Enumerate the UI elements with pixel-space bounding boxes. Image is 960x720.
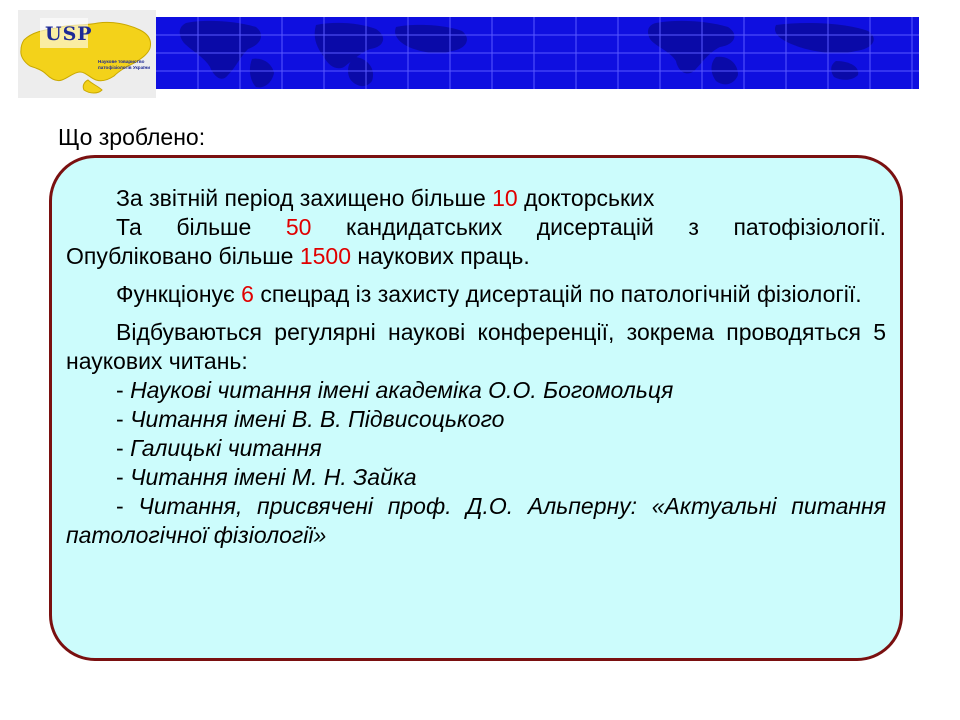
reading-title: Наукові читання імені академіка О.О. Богомольця [130,377,674,403]
line-publications [66,242,886,271]
reading-title: Читання, присвячені проф. Д.О. Альперну: «Актуальні питання патологічної фізіології» [66,493,886,548]
text: За звітній період захищено більше [116,185,493,211]
dash: - [116,377,131,403]
reading-item [66,463,886,492]
dash: - [116,406,131,432]
reading-item [66,405,886,434]
reading-title: Читання імені М. Н. Зайка [130,464,417,490]
paragraph-conferences: Відбуваються регулярні наукові конференції, зокрема проводяться 5 наукових читань: [66,319,886,374]
reading-item [66,376,886,405]
content-text [66,184,886,550]
world-map-banner [156,17,919,89]
candidate-count: 50 [285,214,312,240]
publications-count: 1500 [299,243,352,269]
logo-usp-text: USP [45,23,93,45]
reading-item [66,492,886,550]
reading-title: Читання імені В. В. Підвисоцького [130,406,505,432]
text: Опубліковано більше [66,243,300,269]
councils-count: 6 [241,281,254,307]
line-doctoral [66,184,886,213]
reading-title: Галицькі читання [130,435,322,461]
text: Функціонує [116,281,242,307]
text: докторських [517,185,655,211]
dash: - [116,493,139,519]
line-candidate [66,213,886,242]
paragraph-dissertations [66,184,886,271]
text: Та більше [116,214,286,240]
society-logo [18,10,156,98]
text: наукових праць. [351,243,530,269]
text: спецрад із захисту дисертацій по патологічній фізіології. [253,281,862,307]
logo-subtitle: Наукове товариство патофізіологів України [98,59,151,70]
dash: - [116,435,131,461]
dash: - [116,464,131,490]
world-map-icon [156,17,919,89]
reading-item [66,434,886,463]
paragraph-councils [66,280,886,309]
text: кандидатських дисертацій з патофізіології. [311,214,886,240]
slide-heading: Що зроблено: [58,124,206,150]
doctoral-count: 10 [492,185,518,211]
